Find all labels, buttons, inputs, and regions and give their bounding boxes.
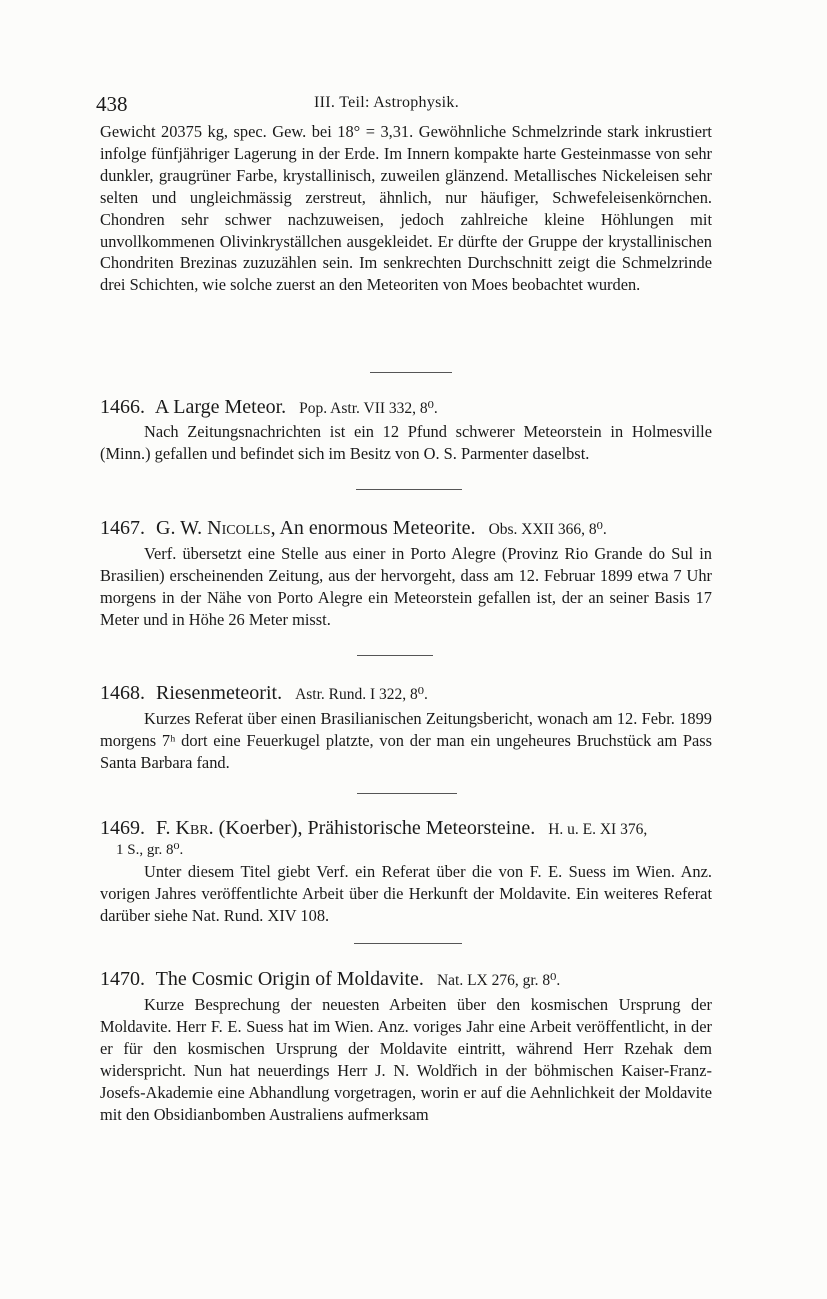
entry-1469-heading xyxy=(100,816,712,842)
entry-1467-text: Verf. übersetzt eine Stelle aus einer in Porto Alegre (Provinz Rio Grande do Sul in Brasilien) erscheinenden Zeitung, aus der hervorgeht, dass am 12. Februar 1899 etwa 7 Uhr morgens in der Nähe von Porto Alegre ein Meteorstein gefallen ist, der an seiner Basis 17 Meter und in Höhe 26 Meter misst. xyxy=(100,544,712,629)
entry-title: An enormous Meteorite. xyxy=(279,517,476,539)
entry-1467-heading xyxy=(100,516,712,542)
entry-source: Pop. Astr. VII 332, 8⁰. xyxy=(299,400,438,417)
running-head: III. Teil: Astrophysik. xyxy=(314,94,460,111)
section-divider xyxy=(357,655,433,656)
entry-title: (Koerber), Prähistorische Meteorsteine. xyxy=(218,817,536,839)
entry-number: 1466. xyxy=(100,396,145,418)
entry-1469-text: Unter diesem Titel giebt Verf. ein Referat über die von F. E. Suess im Wien. Anz. vorigen Jahres veröffentlichte Arbeit über die Herkunft der Moldavite. Ein weiteres Referat darüber siehe Nat. Rund. XIV 108. xyxy=(100,862,712,925)
entry-source: Astr. Rund. I 322, 8⁰. xyxy=(295,686,428,703)
entry-source: Obs. XXII 366, 8⁰. xyxy=(488,521,607,538)
entry-number: 1470. xyxy=(100,968,145,990)
page-number: 438 xyxy=(96,92,128,116)
intro-paragraph: Gewicht 20375 kg, spec. Gew. bei 18° = 3,31. Gewöhnliche Schmelzrinde stark inkrustiert infolge fünfjähriger Lagerung in der Erde. Im Innern kompakte harte Gesteinmasse von sehr dunkler, graugrüner Farbe, krystallinisch, zuweilen glänzend. Metallisches Nickeleisen sehr selten und ungleichmässig zerstreut, ähnlich, nur häufiger, Schwefeleisenkörnchen. Chondren sehr schwer nachzuweisen, jedoch zahlreiche kleine Höhlungen mit unvollkommenen Olivinkryställchen ausgekleidet. Er dürfte der Gruppe der krystallinischen Chondriten Brezinas zuzuzählen sein. Im senkrechten Durchschnitt zeigt die Schmelzrinde drei Schichten, wie solche zuerst an den Meteoriten von Moes beobachtet wurden. xyxy=(100,122,712,295)
entry-title: The Cosmic Origin of Moldavite. xyxy=(155,968,424,990)
entry-1468-text: Kurzes Referat über einen Brasilianischen Zeitungsbericht, wonach am 12. Febr. 1899 morgens 7ʰ dort eine Feuerkugel platzte, von der man ein ungeheures Bruchstück am Pass Santa Barbara fand. xyxy=(100,709,712,772)
entry-1466-heading xyxy=(100,395,712,421)
section-divider xyxy=(370,372,452,373)
entry-title: A Large Meteor. xyxy=(154,396,287,418)
section-divider xyxy=(356,489,462,490)
section-divider xyxy=(354,943,462,944)
entry-number: 1469. xyxy=(100,817,145,839)
page-header xyxy=(96,92,716,118)
entry-author: F. Kbr. xyxy=(156,817,214,839)
entry-number: 1467. xyxy=(100,517,145,539)
entry-1466-text: Nach Zeitungsnachrichten ist ein 12 Pfund schwerer Meteorstein in Holmesville (Minn.) gefallen und befindet sich im Besitz von O. S. Parmenter daselbst. xyxy=(100,422,712,463)
entry-1468-heading xyxy=(100,681,712,707)
entry-number: 1468. xyxy=(100,682,145,704)
entry-source-continued: 1 S., gr. 8⁰. xyxy=(116,842,184,858)
entry-source: H. u. E. XI 376, xyxy=(548,821,648,838)
entry-title: Riesenmeteorit. xyxy=(156,682,283,704)
entry-1470-text: Kurze Besprechung der neuesten Arbeiten über den kosmischen Ursprung der Moldavite. Herr F. E. Suess hat im Wien. Anz. voriges Jahr eine Arbeit veröffentlicht, in der er für den kosmischen Ursprung der Moldavite eintritt, während Herr Rzehak dem widerspricht. Nun hat neuerdings Herr J. N. Woldřich in der böhmischen Kaiser-Franz-Josefs-Akademie eine Abhandlung vorgetragen, worin er auf die Aehnlichkeit der Moldavite mit den Obsidianbomben Australiens aufmerksam xyxy=(100,995,712,1124)
entry-source: Nat. LX 276, gr. 8⁰. xyxy=(436,972,561,989)
section-divider xyxy=(357,793,457,794)
entry-1470-heading xyxy=(100,967,712,993)
entry-author: G. W. Nicolls, xyxy=(156,517,276,539)
